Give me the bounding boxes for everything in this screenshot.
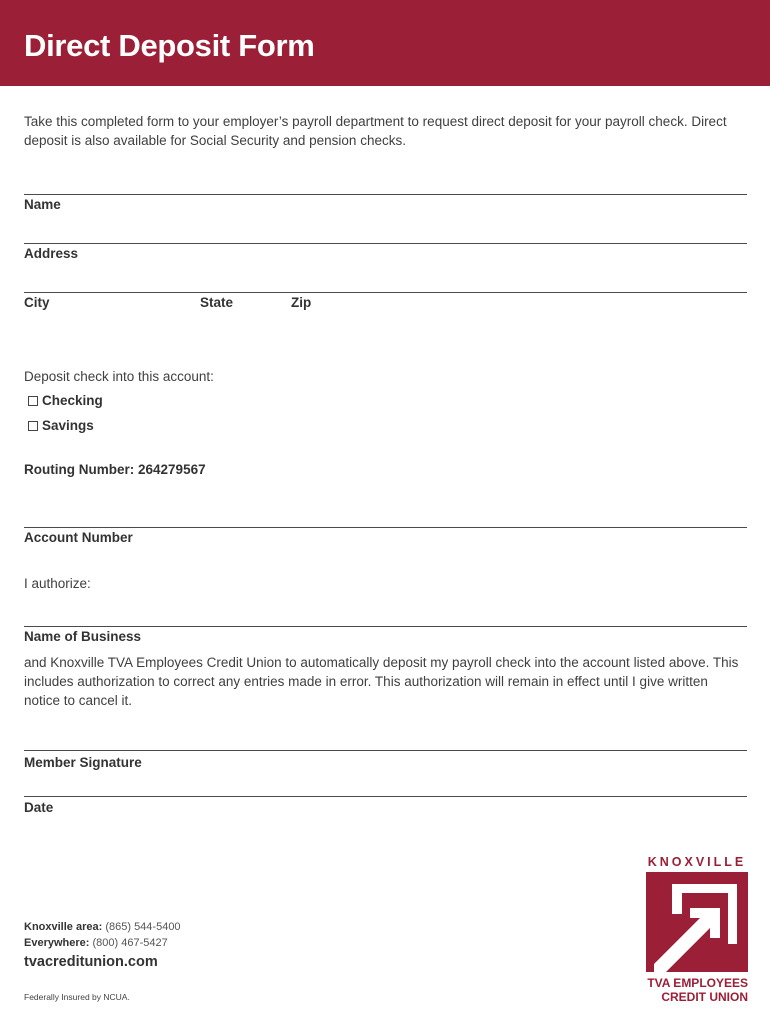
registered-mark: ® (742, 964, 748, 973)
logo-knoxville-text: KNOXVILLE (647, 855, 747, 869)
address-label: Address (24, 246, 79, 261)
routing-label: Routing Number: (24, 462, 135, 477)
account-number-label: Account Number (24, 530, 133, 545)
everywhere-label: Everywhere: (24, 937, 90, 949)
routing-number (24, 462, 206, 477)
website-link[interactable]: tvacreditunion.com (24, 954, 158, 970)
header-bar (0, 0, 770, 86)
logo-bar-right (728, 884, 737, 944)
savings-label: Savings (42, 418, 94, 433)
checkbox-savings[interactable] (28, 421, 38, 431)
state-label: State (200, 295, 234, 310)
city-label: City (24, 295, 50, 310)
knoxville-contact (24, 921, 181, 933)
signature-line[interactable] (24, 750, 747, 751)
knoxville-phone: (865) 544-5400 (105, 921, 181, 933)
checkbox-checking[interactable] (28, 396, 38, 406)
zip-label: Zip (291, 295, 312, 310)
checking-option[interactable] (28, 393, 103, 408)
checking-label: Checking (42, 393, 103, 408)
business-name-label: Name of Business (24, 629, 142, 644)
authorize-label: I authorize: (24, 576, 91, 591)
signature-label: Member Signature (24, 755, 142, 770)
city-state-zip-line[interactable] (24, 292, 747, 293)
deposit-prompt: Deposit check into this account: (24, 369, 214, 384)
page-title: Direct Deposit Form (24, 28, 315, 63)
everywhere-contact (24, 937, 168, 949)
account-number-line[interactable] (24, 527, 747, 528)
date-line[interactable] (24, 796, 747, 797)
name-line[interactable] (24, 194, 747, 195)
routing-value: 264279567 (138, 462, 206, 477)
logo-line1: TVA EMPLOYEES (647, 976, 748, 990)
everywhere-phone: (800) 467-5427 (92, 937, 168, 949)
logo-bar-top (672, 884, 728, 893)
logo-line2: CREDIT UNION (661, 990, 748, 1004)
logo-name (640, 976, 748, 1004)
date-label: Date (24, 800, 54, 815)
intro-text: Take this completed form to your employer’s payroll department to request direct deposit for your payroll check. Direct deposit is also available for Social Security and pension checks. (24, 114, 727, 148)
business-name-line[interactable] (24, 626, 747, 627)
savings-option[interactable] (28, 418, 94, 433)
credit-union-logo-icon (646, 870, 750, 974)
address-line[interactable] (24, 243, 747, 244)
name-label: Name (24, 197, 61, 212)
authorization-text: and Knoxville TVA Employees Credit Union to automatically deposit my payroll check into the account listed above. This includes authorization to correct any entries made in error. This authorization will remain in effect until I give written notice to cancel it. (24, 655, 739, 708)
knoxville-area-label: Knoxville area: (24, 921, 103, 933)
ncua-notice: Federally Insured by NCUA. (24, 992, 130, 1002)
